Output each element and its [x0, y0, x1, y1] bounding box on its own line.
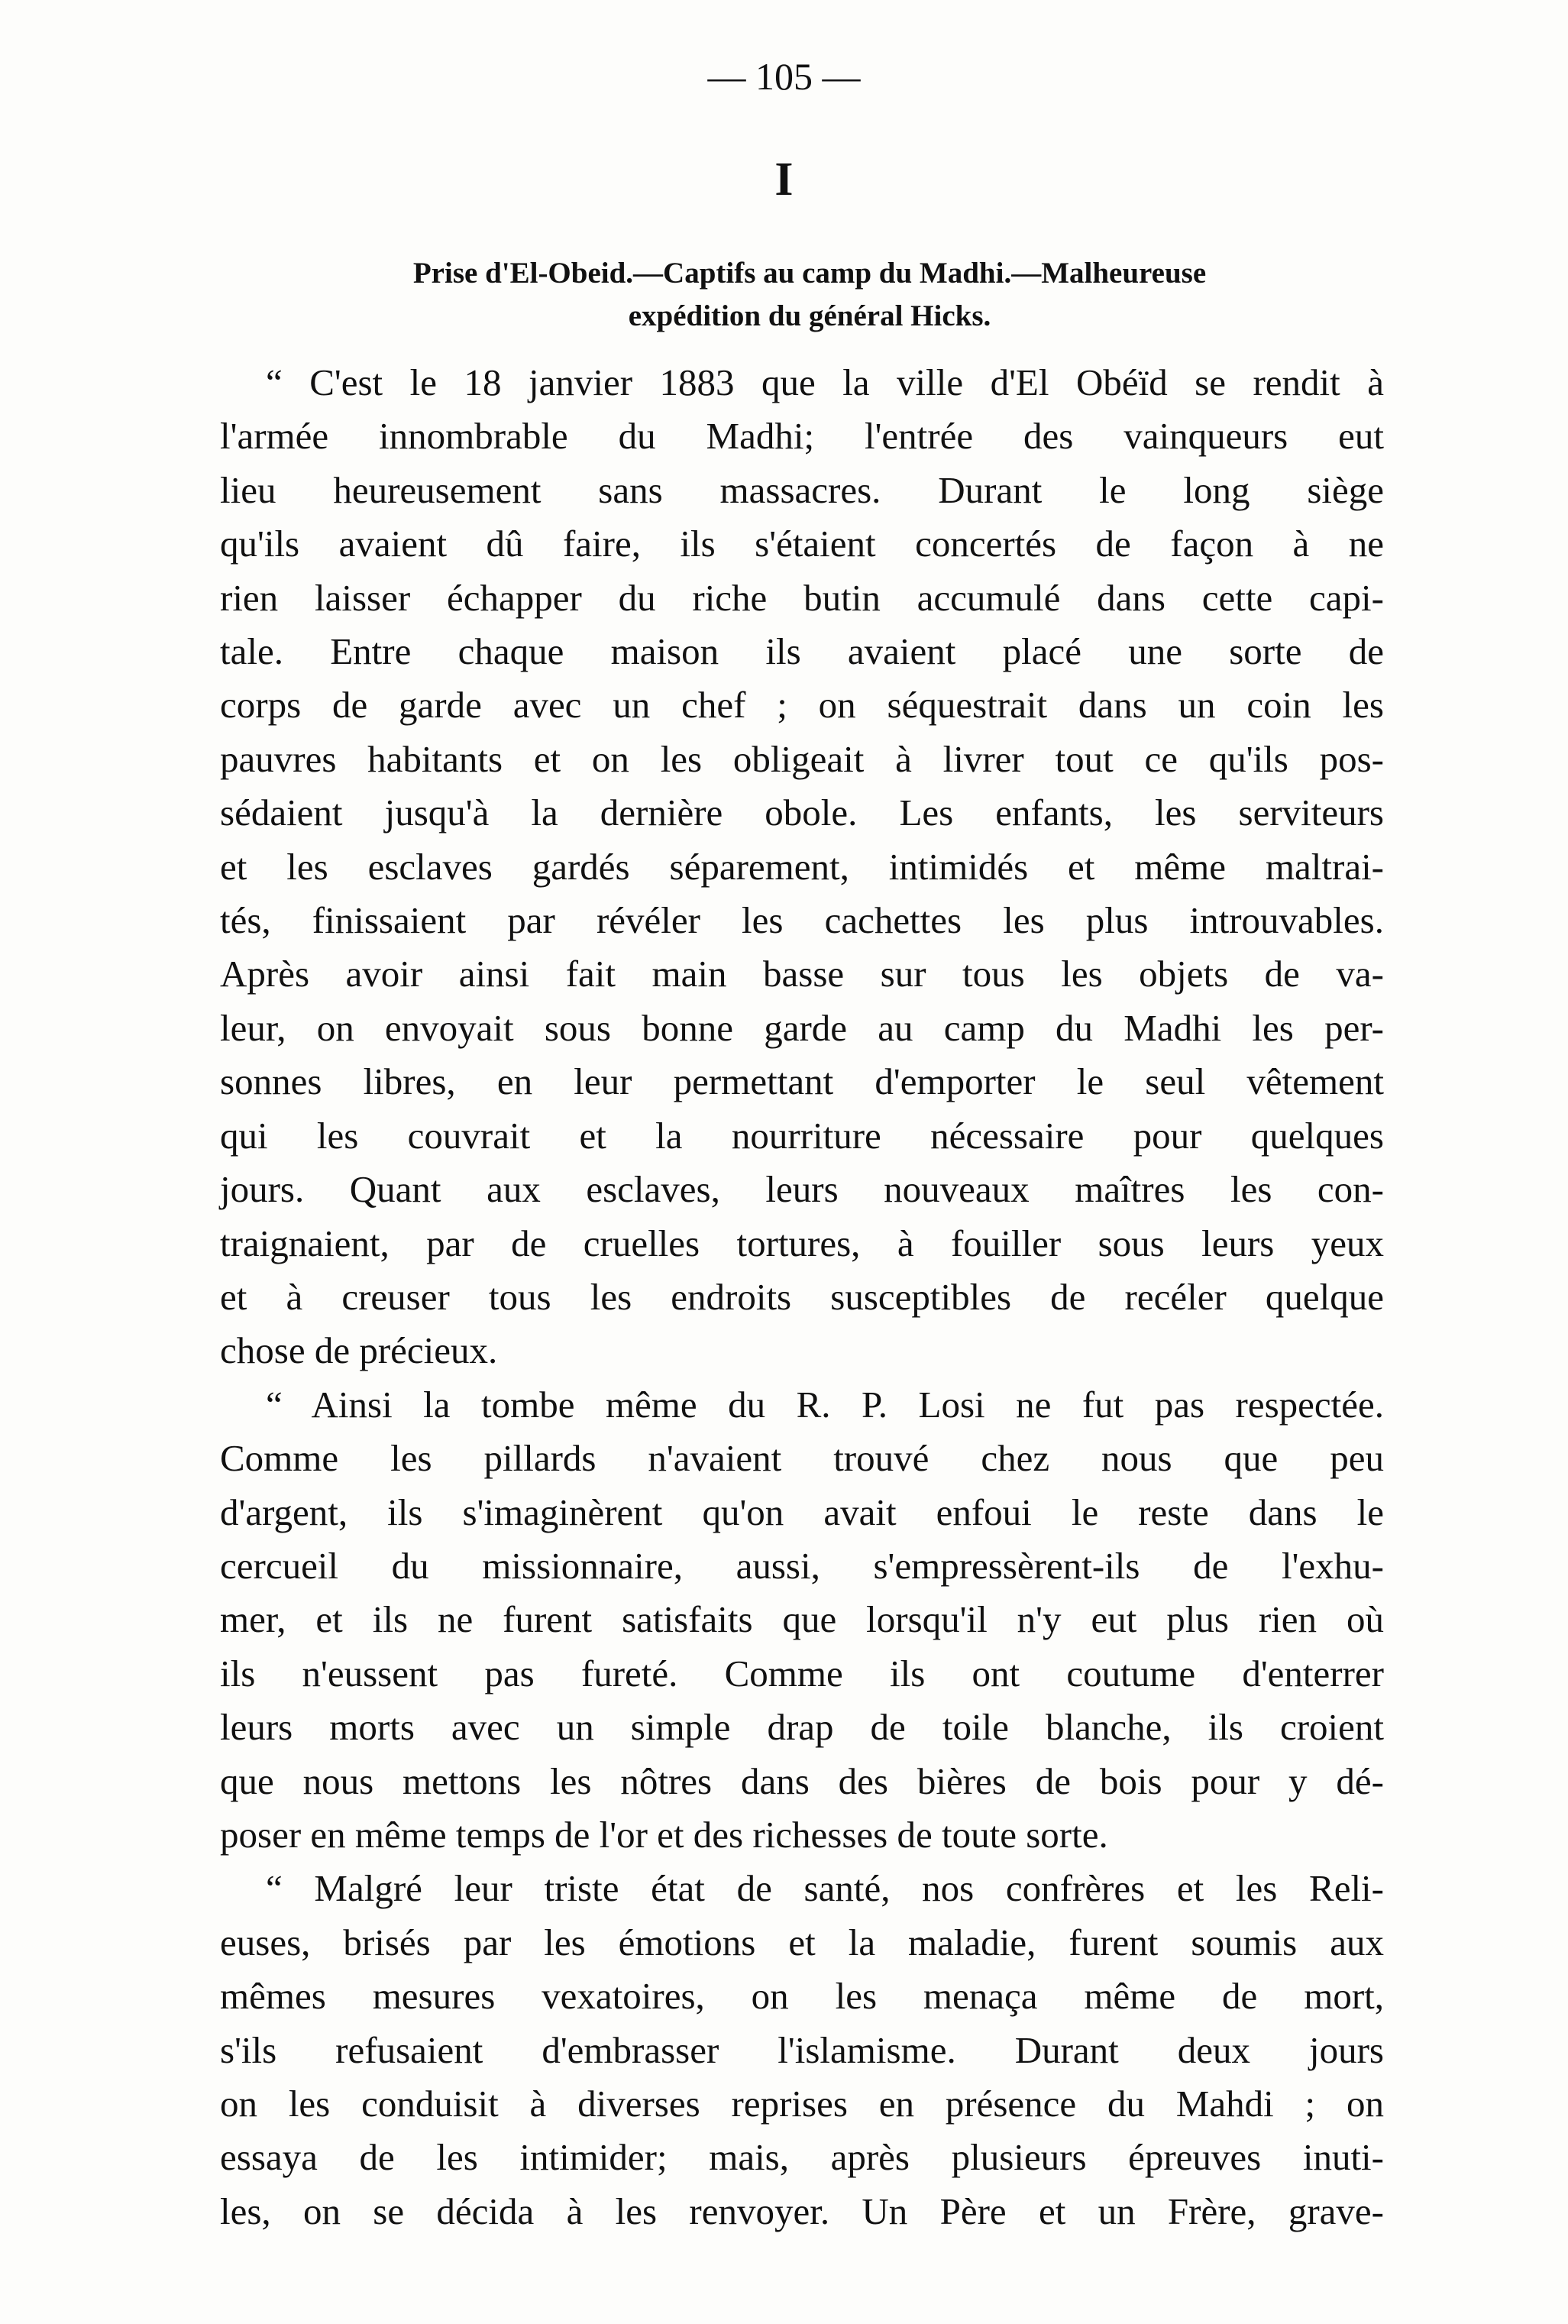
text-line: pauvres habitants et on les obligeait à livrer tout ce qu'ils pos- [220, 737, 1384, 780]
text-line: leurs morts avec un simple drap de toile blanche, ils croient [220, 1706, 1384, 1749]
text-line: euses, brisés par les émotions et la maladie, furent soumis aux [220, 1921, 1384, 1963]
text-line: tale. Entre chaque maison ils avaient placé une sorte de [220, 630, 1384, 673]
text-line: l'armée innombrable du Madhi; l'entrée des vainqueurs eut [220, 415, 1384, 458]
text-line: traignaient, par de cruelles tortures, à fouiller sous leurs yeux [220, 1222, 1384, 1264]
paragraph [174, 356, 1384, 1378]
body-text [174, 356, 1384, 2238]
text-line: chose de précieux. [220, 1329, 498, 1372]
text-line: cercueil du missionnaire, aussi, s'empressèrent-ils de l'exhu- [220, 1544, 1384, 1587]
text-line: sonnes libres, en leur permettant d'emporter le seul vêtement [220, 1060, 1384, 1103]
text-line: et à creuser tous les endroits susceptibles de recéler quelque [220, 1275, 1384, 1318]
text-line: on les conduisit à diverses reprises en présence du Mahdi ; on [220, 2083, 1384, 2125]
text-line: sédaient jusqu'à la dernière obole. Les enfants, les serviteurs [220, 791, 1384, 834]
text-line: qu'ils avaient dû faire, ils s'étaient concertés de façon à ne [220, 523, 1384, 565]
text-line: Comme les pillards n'avaient trouvé chez nous que peu [220, 1437, 1384, 1480]
text-line: poser en même temps de l'or et des richesses de toute sorte. [220, 1813, 1108, 1856]
text-line: “ Malgré leur triste état de santé, nos confrères et les Reli- [266, 1867, 1384, 1910]
text-line: qui les couvrait et la nourriture nécessaire pour quelques [220, 1114, 1384, 1157]
text-line: jours. Quant aux esclaves, leurs nouveaux maîtres les con- [220, 1168, 1384, 1211]
text-line: et les esclaves gardés séparement, intimidés et même maltrai- [220, 845, 1384, 888]
text-line: ils n'eussent pas fureté. Comme ils ont coutume d'enterrer [220, 1652, 1384, 1694]
paragraph [174, 1862, 1384, 2238]
text-line: d'argent, ils s'imaginèrent qu'on avait enfoui le reste dans le [220, 1491, 1384, 1533]
chapter-summary-line: Prise d'El-Obeid.—Captifs au camp du Madhi.—Malheureuse [412, 257, 1207, 290]
text-line: “ C'est le 18 janvier 1883 que la ville d'El Obéïd se rendit à [266, 361, 1384, 403]
text-line: mêmes mesures vexatoires, on les menaça même de mort, [220, 1975, 1384, 2018]
text-line: Après avoir ainsi fait main basse sur tous les objets de va- [220, 953, 1384, 995]
text-line: mer, et ils ne furent satisfaits que lorsqu'il n'y eut plus rien où [220, 1598, 1384, 1641]
paragraph [174, 1378, 1384, 1863]
page-number: — 105 — [707, 55, 861, 98]
text-line: leur, on envoyait sous bonne garde au camp du Madhi les per- [220, 1006, 1384, 1049]
text-line: essaya de les intimider; mais, après plusieurs épreuves inuti- [220, 2136, 1384, 2179]
text-line: corps de garde avec un chef ; on séquestrait dans un coin les [220, 684, 1384, 727]
text-line: rien laisser échapper du riche butin accumulé dans cette capi- [220, 576, 1384, 619]
text-line: lieu heureusement sans massacres. Durant le long siège [220, 468, 1384, 511]
chapter-summary-line: expédition du général Hicks. [628, 299, 991, 332]
text-line: tés, finissaient par révéler les cachettes les plus introuvables. [220, 899, 1384, 942]
text-line: s'ils refusaient d'embrasser l'islamisme. Durant deux jours [220, 2028, 1384, 2071]
text-line: les, on se décida à les renvoyer. Un Père et un Frère, grave- [220, 2190, 1384, 2232]
text-line: “ Ainsi la tombe même du R. P. Losi ne fut pas respectée. [266, 1383, 1384, 1426]
chapter-summary [229, 252, 1390, 338]
text-line: que nous mettons les nôtres dans des bières de bois pour y dé- [220, 1759, 1384, 1802]
chapter-numeral: I [774, 154, 794, 206]
